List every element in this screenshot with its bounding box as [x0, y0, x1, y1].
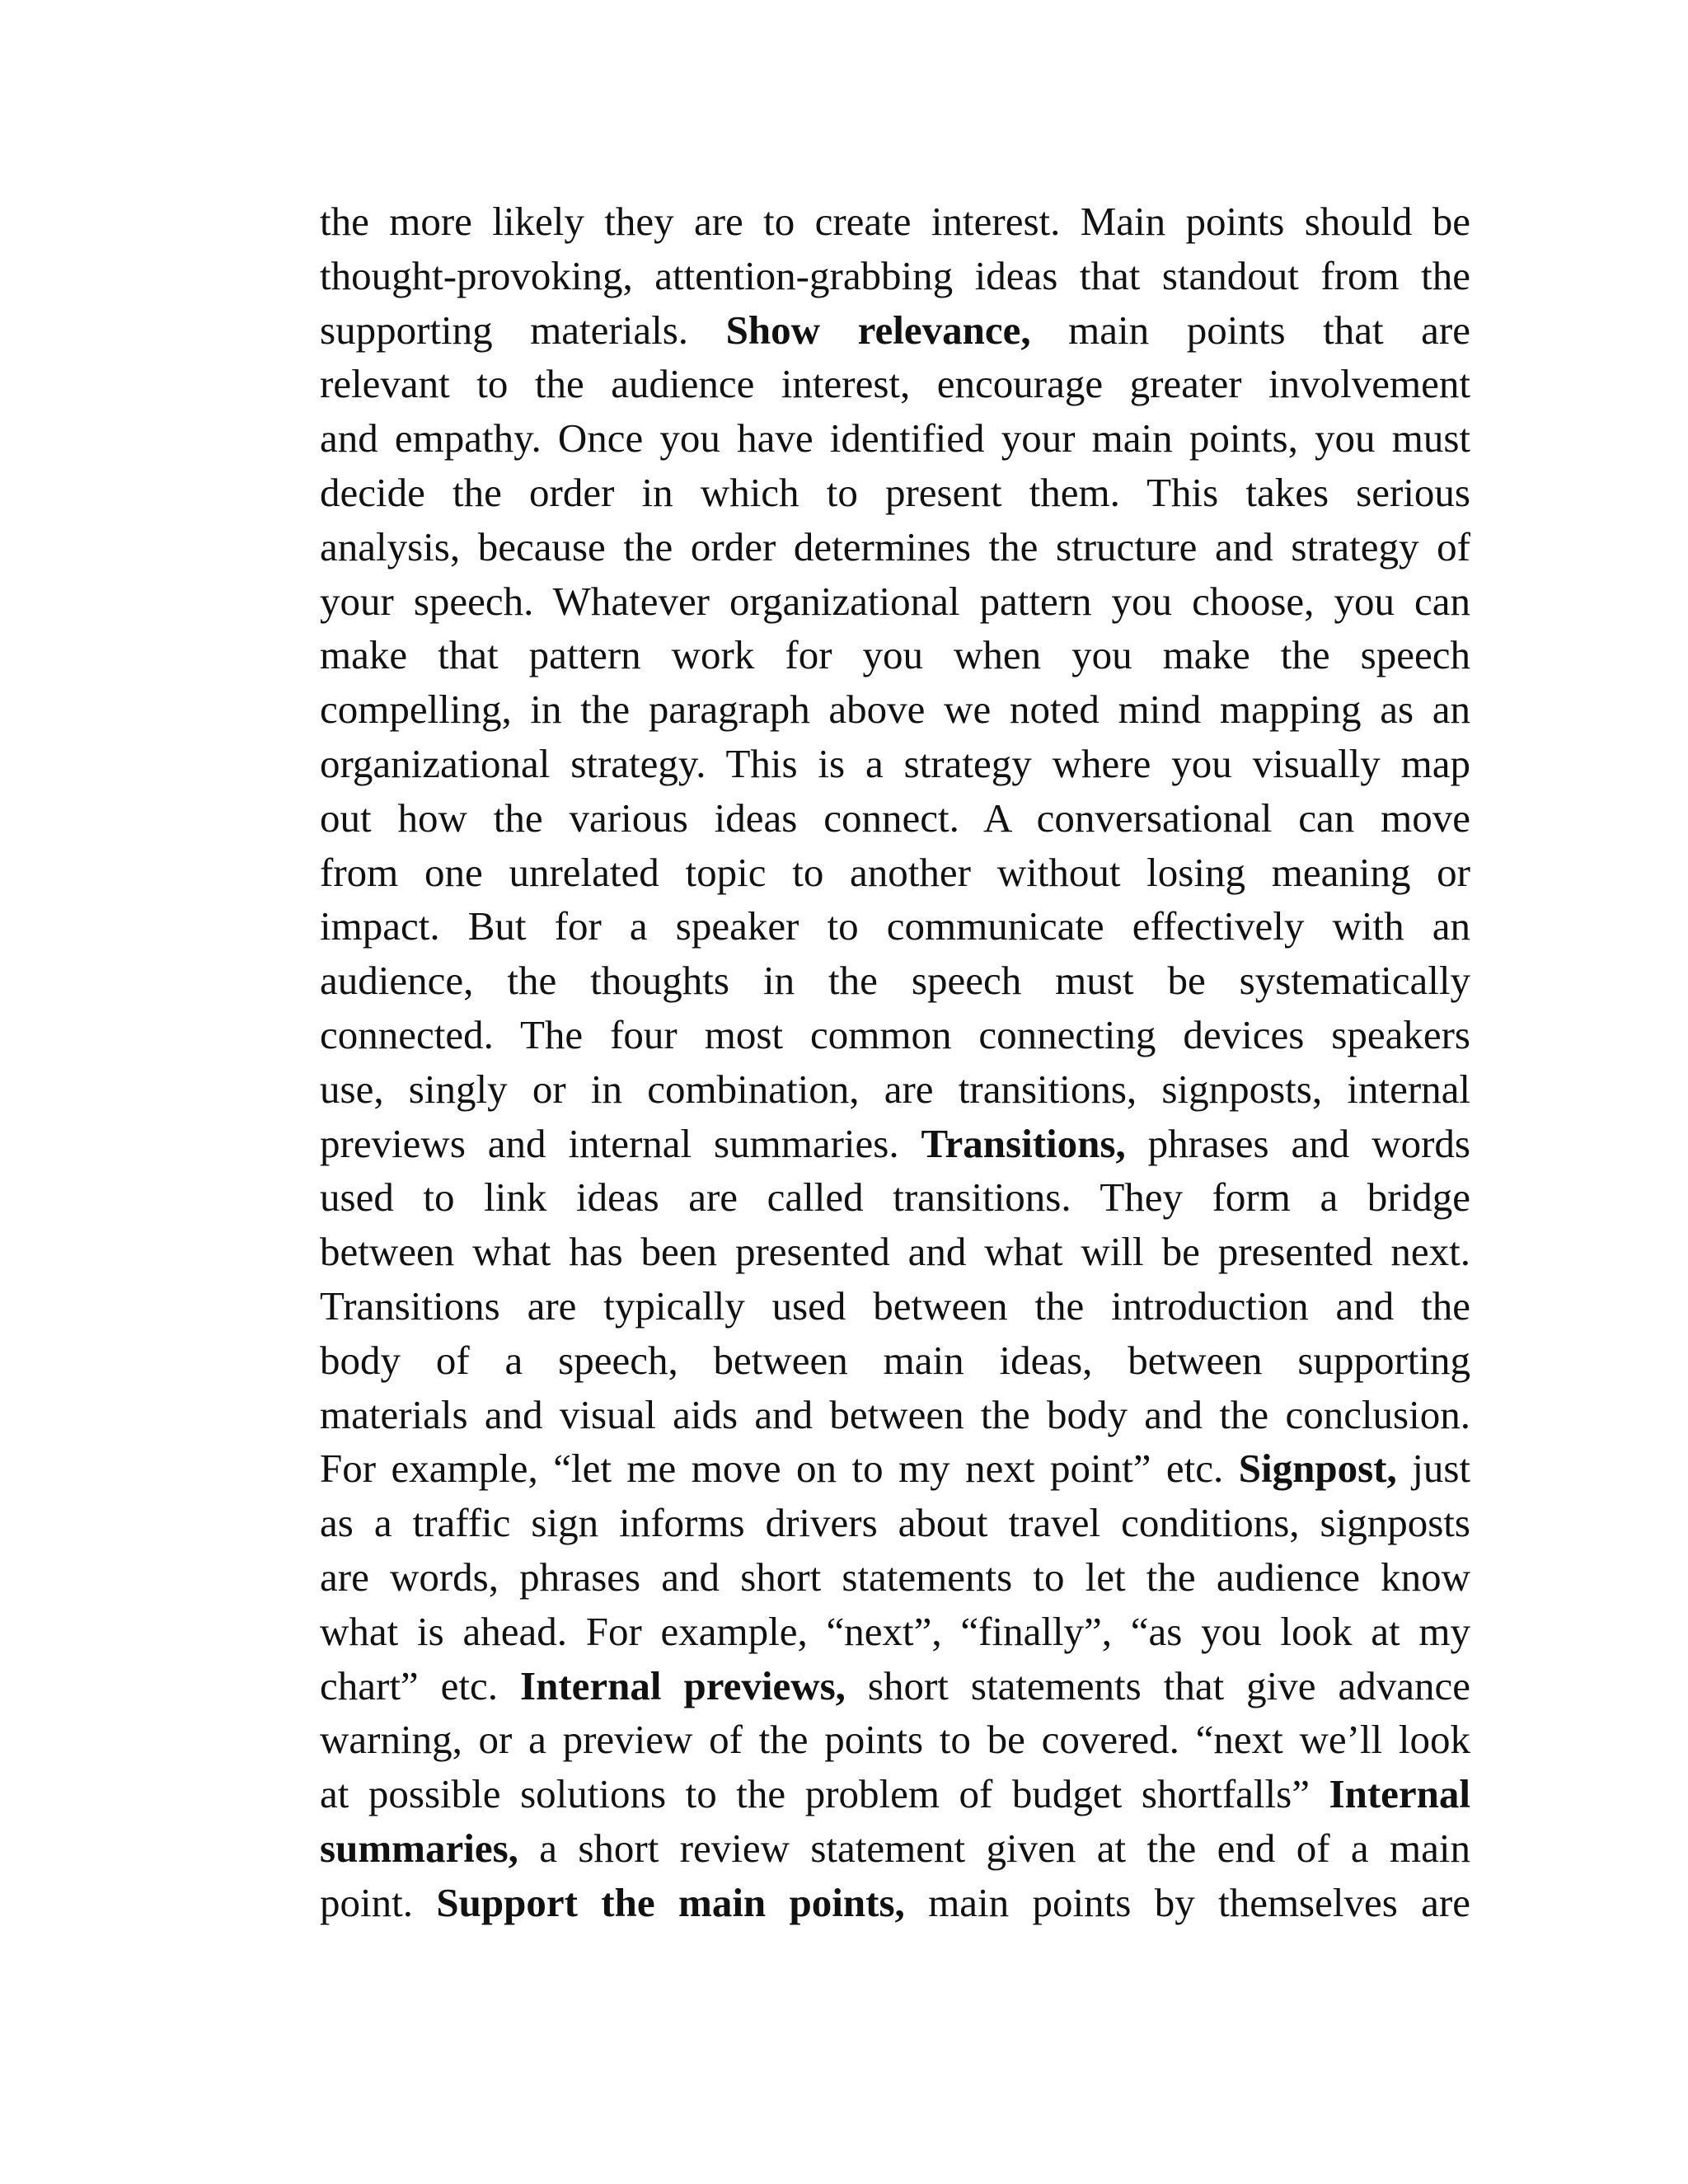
text-run: as a traffic sign informs drivers about travel conditions, signposts — [320, 1500, 1470, 1546]
text-run: out how the various ideas connect. A conversational can move — [320, 794, 1470, 841]
text-line — [320, 1550, 1470, 1605]
text-line — [320, 194, 1470, 249]
text-line — [320, 411, 1470, 466]
text-run: and empathy. Once you have identified your main points, you must — [320, 415, 1470, 462]
text-line — [320, 1713, 1470, 1767]
text-line — [320, 1821, 1470, 1876]
text-line — [320, 1659, 1470, 1713]
text-line — [320, 1605, 1470, 1659]
text-run: are words, phrases and short statements to let the audience know — [320, 1554, 1470, 1600]
text-run: connected. The four most common connecting devices speakers — [320, 1011, 1470, 1057]
text-run: previews and internal summaries. — [320, 1120, 921, 1166]
text-run: analysis, because the order determines the structure and strategy of — [320, 523, 1470, 569]
text-line — [320, 1388, 1470, 1442]
text-run: your speech. Whatever organizational pattern you choose, you can — [320, 578, 1470, 624]
bold-term: Signpost, — [1238, 1446, 1397, 1492]
text-line — [320, 1333, 1470, 1388]
text-run: at possible solutions to the problem of budget shortfalls” — [320, 1771, 1329, 1817]
text-run: main points by themselves are — [904, 1879, 1470, 1925]
text-run: compelling, in the paragraph above we noted mind mapping as an — [320, 687, 1470, 733]
text-line — [320, 1496, 1470, 1550]
text-line — [320, 791, 1470, 846]
bold-term: Internal — [1329, 1771, 1470, 1817]
text-line — [320, 1767, 1470, 1821]
text-run: point. — [320, 1879, 437, 1925]
text-run: what is ahead. For example, “next”, “finally”, “as you look at my — [320, 1608, 1470, 1654]
text-run: the more likely they are to create interest. Main points should be — [320, 199, 1470, 244]
text-run: decide the order in which to present them. This takes serious — [320, 469, 1470, 515]
text-line — [320, 737, 1470, 791]
bold-term: Support the main points, — [436, 1879, 905, 1925]
text-run: just — [1396, 1446, 1471, 1492]
text-line — [320, 1170, 1470, 1225]
text-run: supporting materials. — [320, 307, 726, 353]
bold-term: Show relevance, — [725, 307, 1031, 353]
text-line — [320, 1441, 1470, 1496]
text-line — [320, 249, 1470, 303]
text-line — [320, 846, 1470, 900]
text-run: materials and visual aids and between the body and the conclusion. — [320, 1391, 1470, 1437]
text-line — [320, 357, 1470, 411]
text-run: between what has been presented and what will be presented next. — [320, 1229, 1470, 1275]
text-line — [320, 520, 1470, 574]
bold-term: Internal previews, — [520, 1662, 846, 1708]
text-run: audience, the thoughts in the speech must be systematically — [320, 958, 1470, 1004]
text-line — [320, 1117, 1470, 1171]
text-run: organizational strategy. This is a strategy where you visually map — [320, 740, 1470, 786]
text-line — [320, 466, 1470, 520]
text-run: For example, “let me move on to my next point” etc. — [320, 1446, 1239, 1492]
text-run: make that pattern work for you when you make the speech — [320, 632, 1470, 678]
text-line — [320, 1876, 1470, 1930]
text-run: short statements that give advance — [845, 1662, 1470, 1708]
text-line — [320, 1008, 1470, 1062]
text-run: used to link ideas are called transitions. They form a bridge — [320, 1174, 1470, 1221]
text-run: chart” etc. — [320, 1662, 520, 1708]
text-line — [320, 682, 1470, 737]
text-run: from one unrelated topic to another without losing meaning or — [320, 849, 1470, 895]
bold-term: Transitions, — [921, 1120, 1126, 1166]
text-run: a short review statement given at the end of a main — [518, 1825, 1470, 1871]
text-run: Transitions are typically used between the introduction and the — [320, 1282, 1470, 1329]
text-run: body of a speech, between main ideas, between supporting — [320, 1337, 1470, 1383]
text-run: phrases and words — [1125, 1120, 1470, 1166]
text-line — [320, 899, 1470, 954]
text-run: warning, or a preview of the points to be covered. “next we’ll look — [320, 1717, 1470, 1763]
text-line — [320, 1225, 1470, 1279]
text-line — [320, 954, 1470, 1008]
text-line — [320, 628, 1470, 682]
body-text — [320, 194, 1470, 1930]
text-run: main points that are — [1030, 307, 1470, 353]
text-run: relevant to the audience interest, encourage greater involvement — [320, 361, 1470, 407]
text-line — [320, 574, 1470, 629]
text-line — [320, 303, 1470, 358]
text-run: impact. But for a speaker to communicate effectively with an — [320, 903, 1470, 949]
text-line — [320, 1279, 1470, 1333]
text-line — [320, 1062, 1470, 1117]
text-run: thought-provoking, attention-grabbing ideas that standout from the — [320, 252, 1470, 298]
bold-term: summaries, — [320, 1825, 518, 1871]
text-run: use, singly or in combination, are transitions, signposts, internal — [320, 1066, 1470, 1112]
